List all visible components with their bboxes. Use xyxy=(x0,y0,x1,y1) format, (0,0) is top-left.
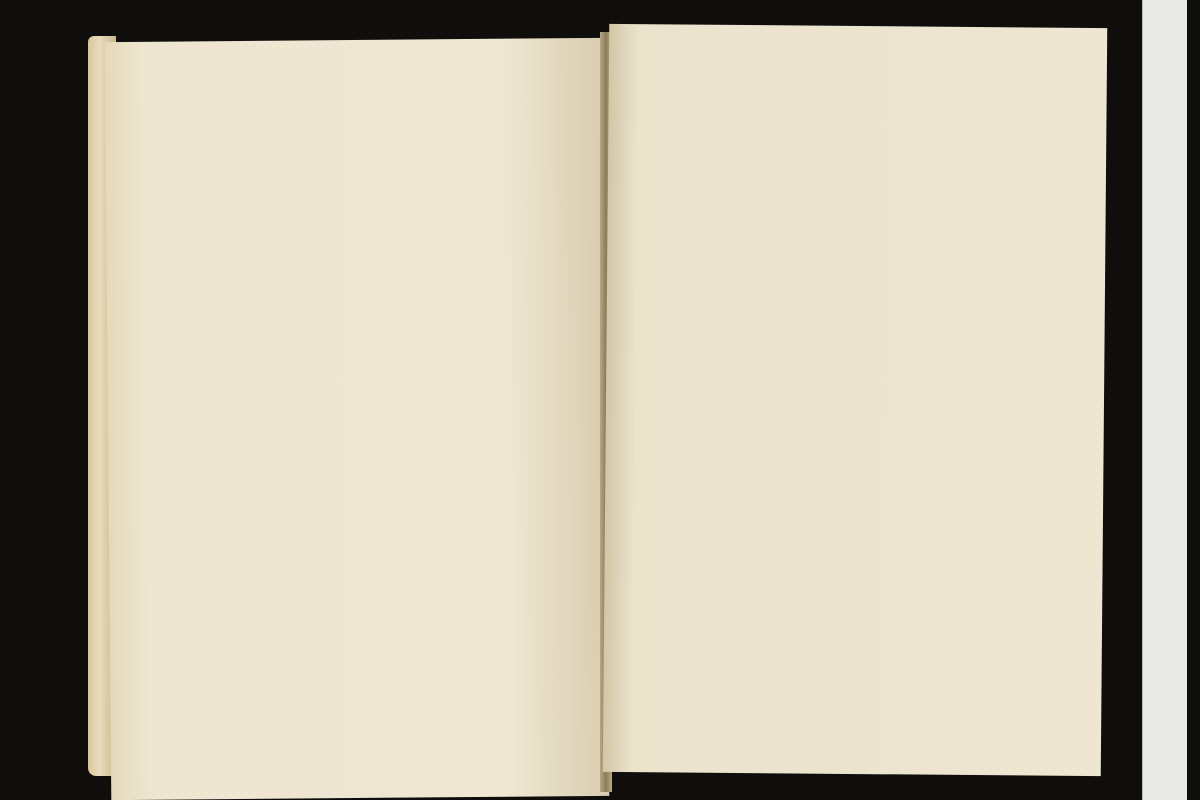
scene-line xyxy=(644,152,984,155)
extras-line xyxy=(259,548,579,551)
open-book xyxy=(86,22,1110,782)
scene-description xyxy=(644,152,984,155)
body-text xyxy=(652,210,976,215)
scene-line xyxy=(644,152,984,155)
extras-list xyxy=(259,548,579,551)
right-page xyxy=(603,24,1108,776)
extras-line xyxy=(259,548,579,551)
left-page xyxy=(105,38,610,800)
paragraph xyxy=(652,210,976,213)
figuranti-line xyxy=(260,618,580,621)
measuring-ruler xyxy=(1142,0,1187,800)
setting-line xyxy=(260,652,580,655)
cast-list xyxy=(252,180,582,183)
